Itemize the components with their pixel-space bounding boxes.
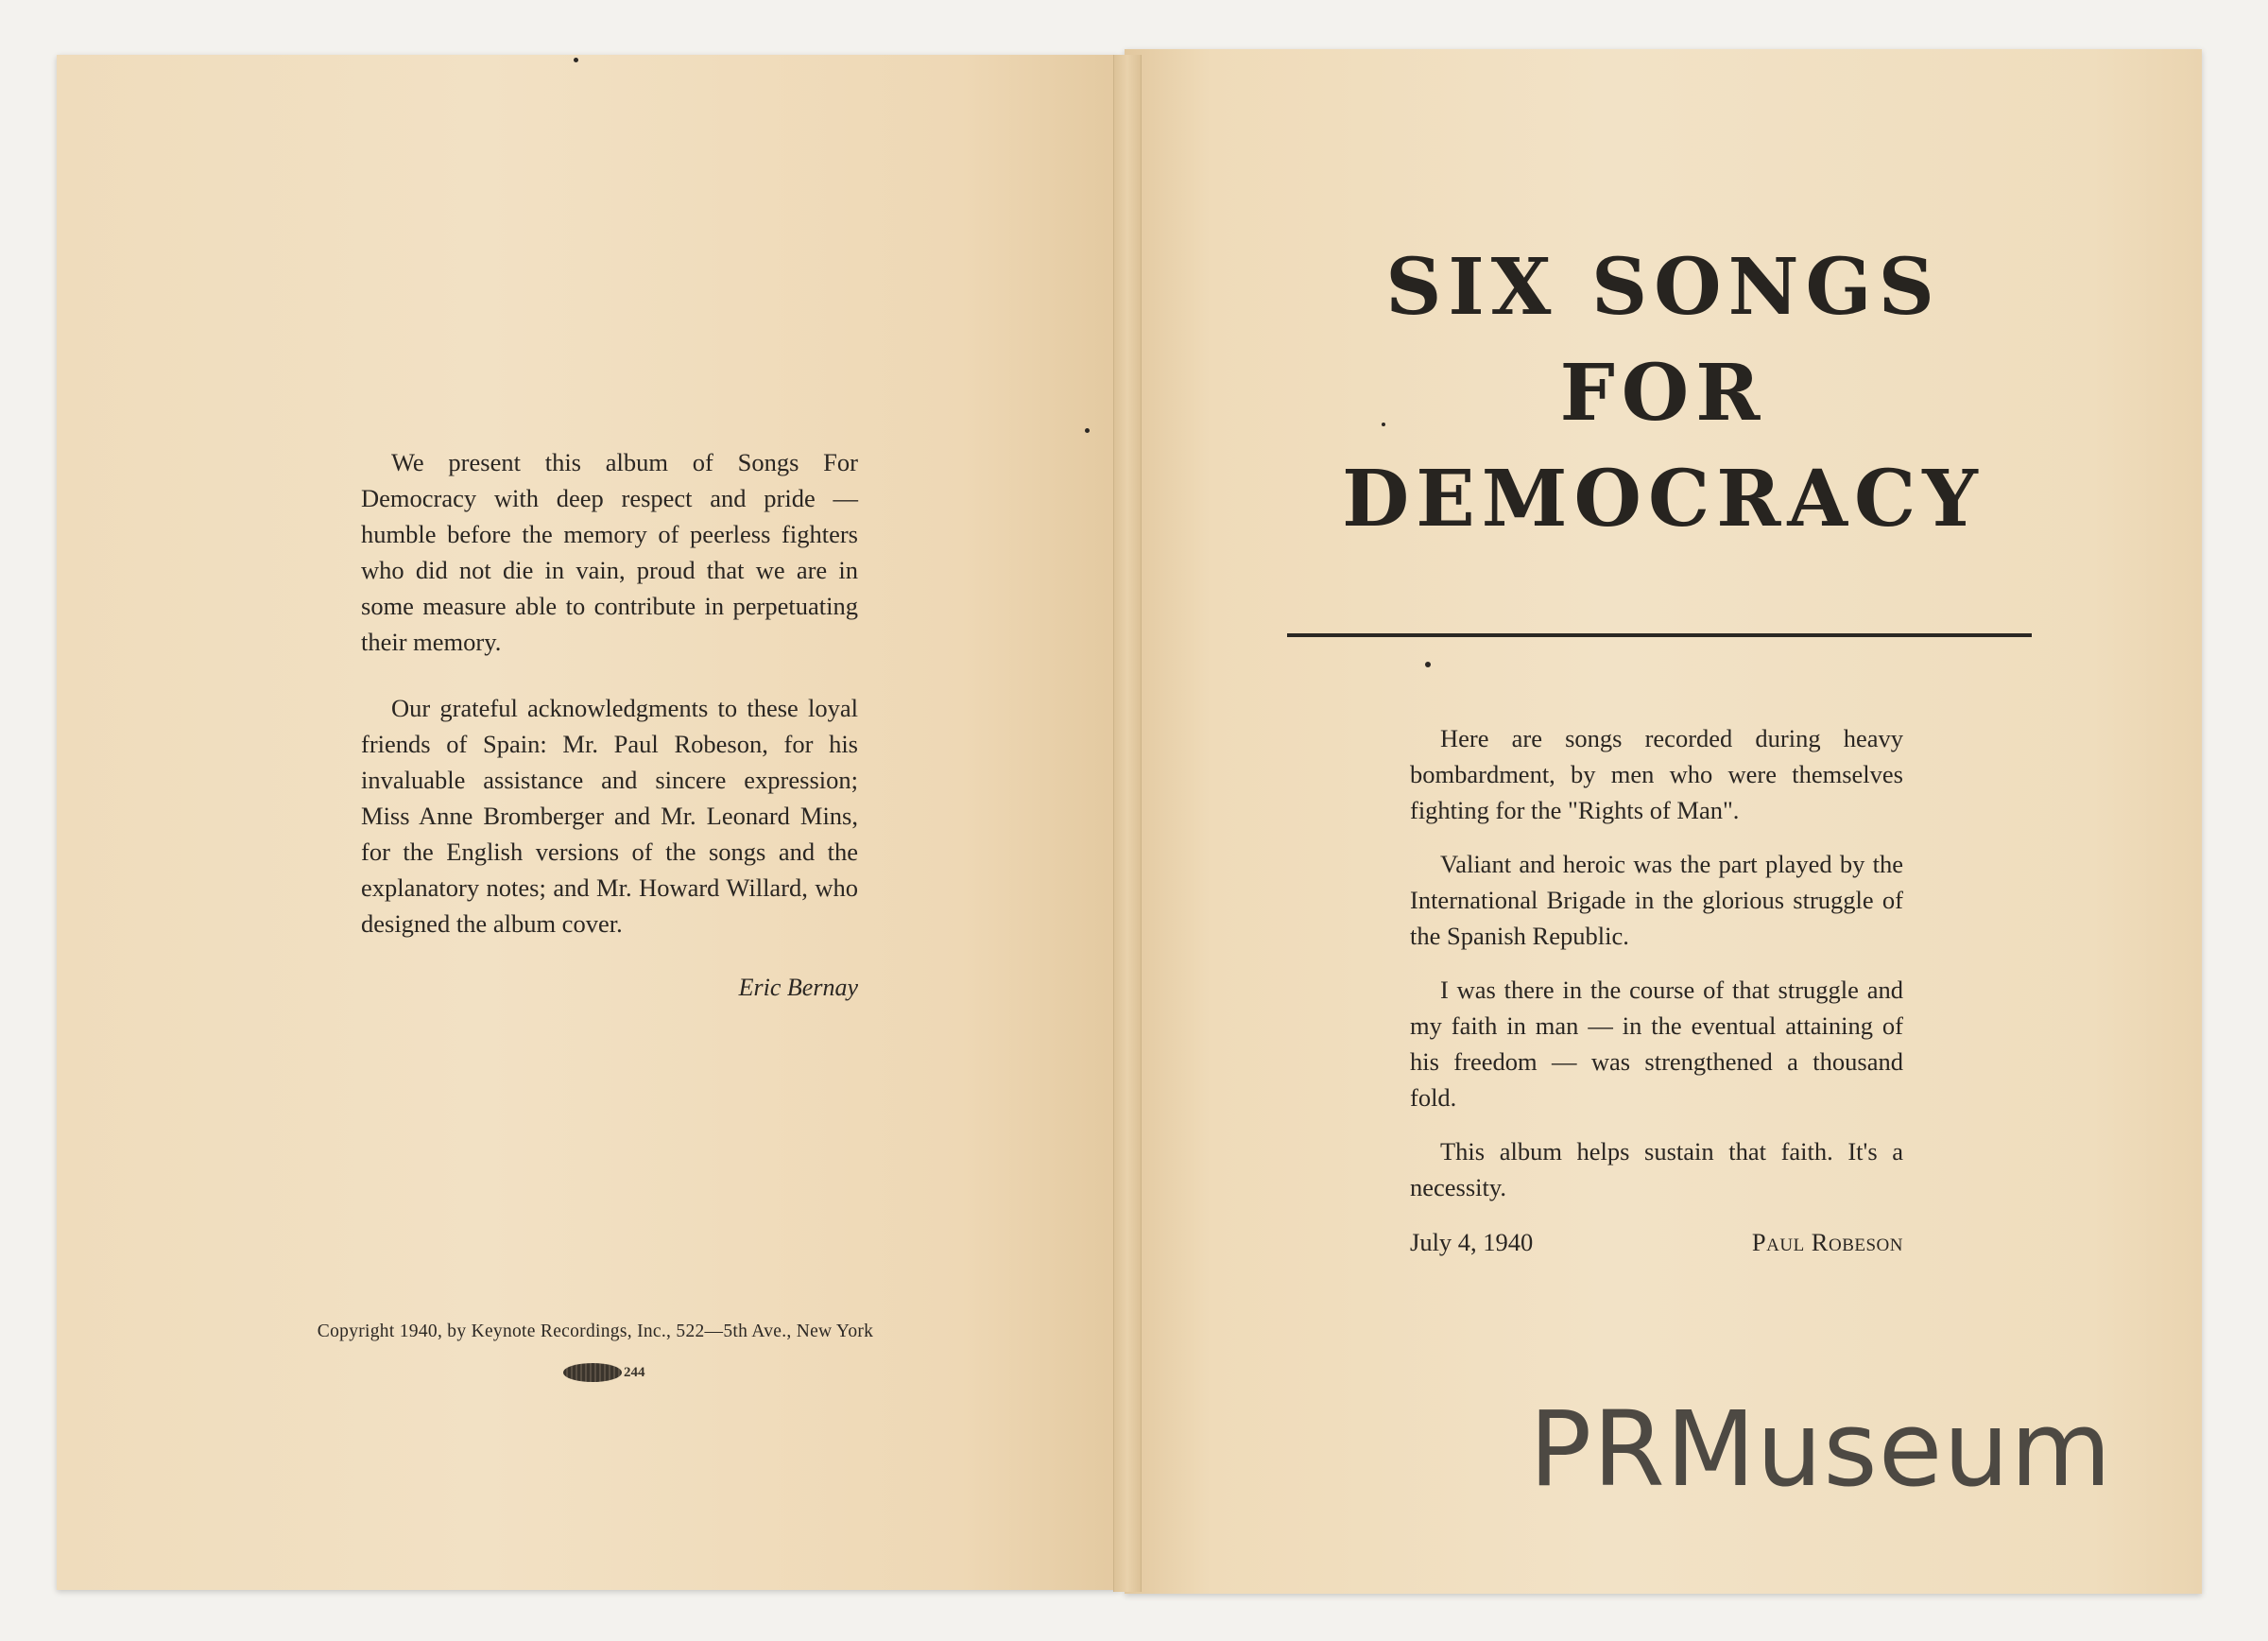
copyright-line: Copyright 1940, by Keynote Recordings, Inc., 522—5th Ave., New York bbox=[317, 1321, 874, 1341]
publisher-signature: Eric Bernay bbox=[738, 974, 858, 1001]
booklet-spine bbox=[1113, 55, 1142, 1592]
foreword-paragraph: This album helps sustain that faith. It's a necessity. bbox=[1410, 1137, 1903, 1201]
foreword-date: July 4, 1940 bbox=[1410, 1228, 1534, 1256]
keynote-logo-icon bbox=[563, 1363, 622, 1382]
paper-speck bbox=[1382, 423, 1385, 426]
foreword-paragraph: Here are songs recorded during heavy bombardment, by men who were themselves fighting for the "Rights of Man". bbox=[1410, 724, 1903, 824]
foreword-author: Paul Robeson bbox=[1751, 1228, 1903, 1256]
paper-speck bbox=[1425, 662, 1431, 667]
paper-speck bbox=[574, 58, 578, 62]
foreword-text bbox=[1410, 720, 1903, 1260]
foreword-paragraph: Valiant and heroic was the part played by the International Brigade in the glorious struggle of the Spanish Republic. bbox=[1410, 850, 1903, 950]
title-line-1: SIX SONGS bbox=[1385, 242, 1941, 333]
foreword-paragraph: I was there in the course of that struggle and my faith in man — in the eventual attaining of his freedom — was strengthened a thousand fold. bbox=[1410, 976, 1903, 1112]
paper-speck bbox=[1085, 428, 1090, 433]
foreword-signature-row bbox=[1410, 1224, 1903, 1260]
title-divider bbox=[1287, 633, 2032, 637]
dedication-paragraph: We present this album of Songs For Democracy with deep respect and pride — humble before the memory of peerless fighters who did not die in vain, proud that we are in some measure able to contribute in perpetuating their memory. bbox=[361, 448, 858, 656]
museum-watermark: PRMuseum bbox=[1529, 1389, 2113, 1510]
title-line-2: FOR bbox=[1559, 348, 1767, 439]
acknowledgments-paragraph: Our grateful acknowledgments to these loyal friends of Spain: Mr. Paul Robeson, for his invaluable assistance and sincere expression; Miss Anne Bromberger and Mr. Leonard Mins, for the English versions of the songs and the explanatory notes; and Mr. Howard Willard, who designed the album cover. bbox=[361, 694, 858, 938]
left-page-text bbox=[361, 444, 858, 1006]
catalog-number: 244 bbox=[624, 1364, 645, 1380]
title-line-3: DEMOCRACY bbox=[1342, 454, 1984, 544]
keynote-logo bbox=[563, 1363, 645, 1382]
booklet-title bbox=[1304, 234, 2022, 552]
